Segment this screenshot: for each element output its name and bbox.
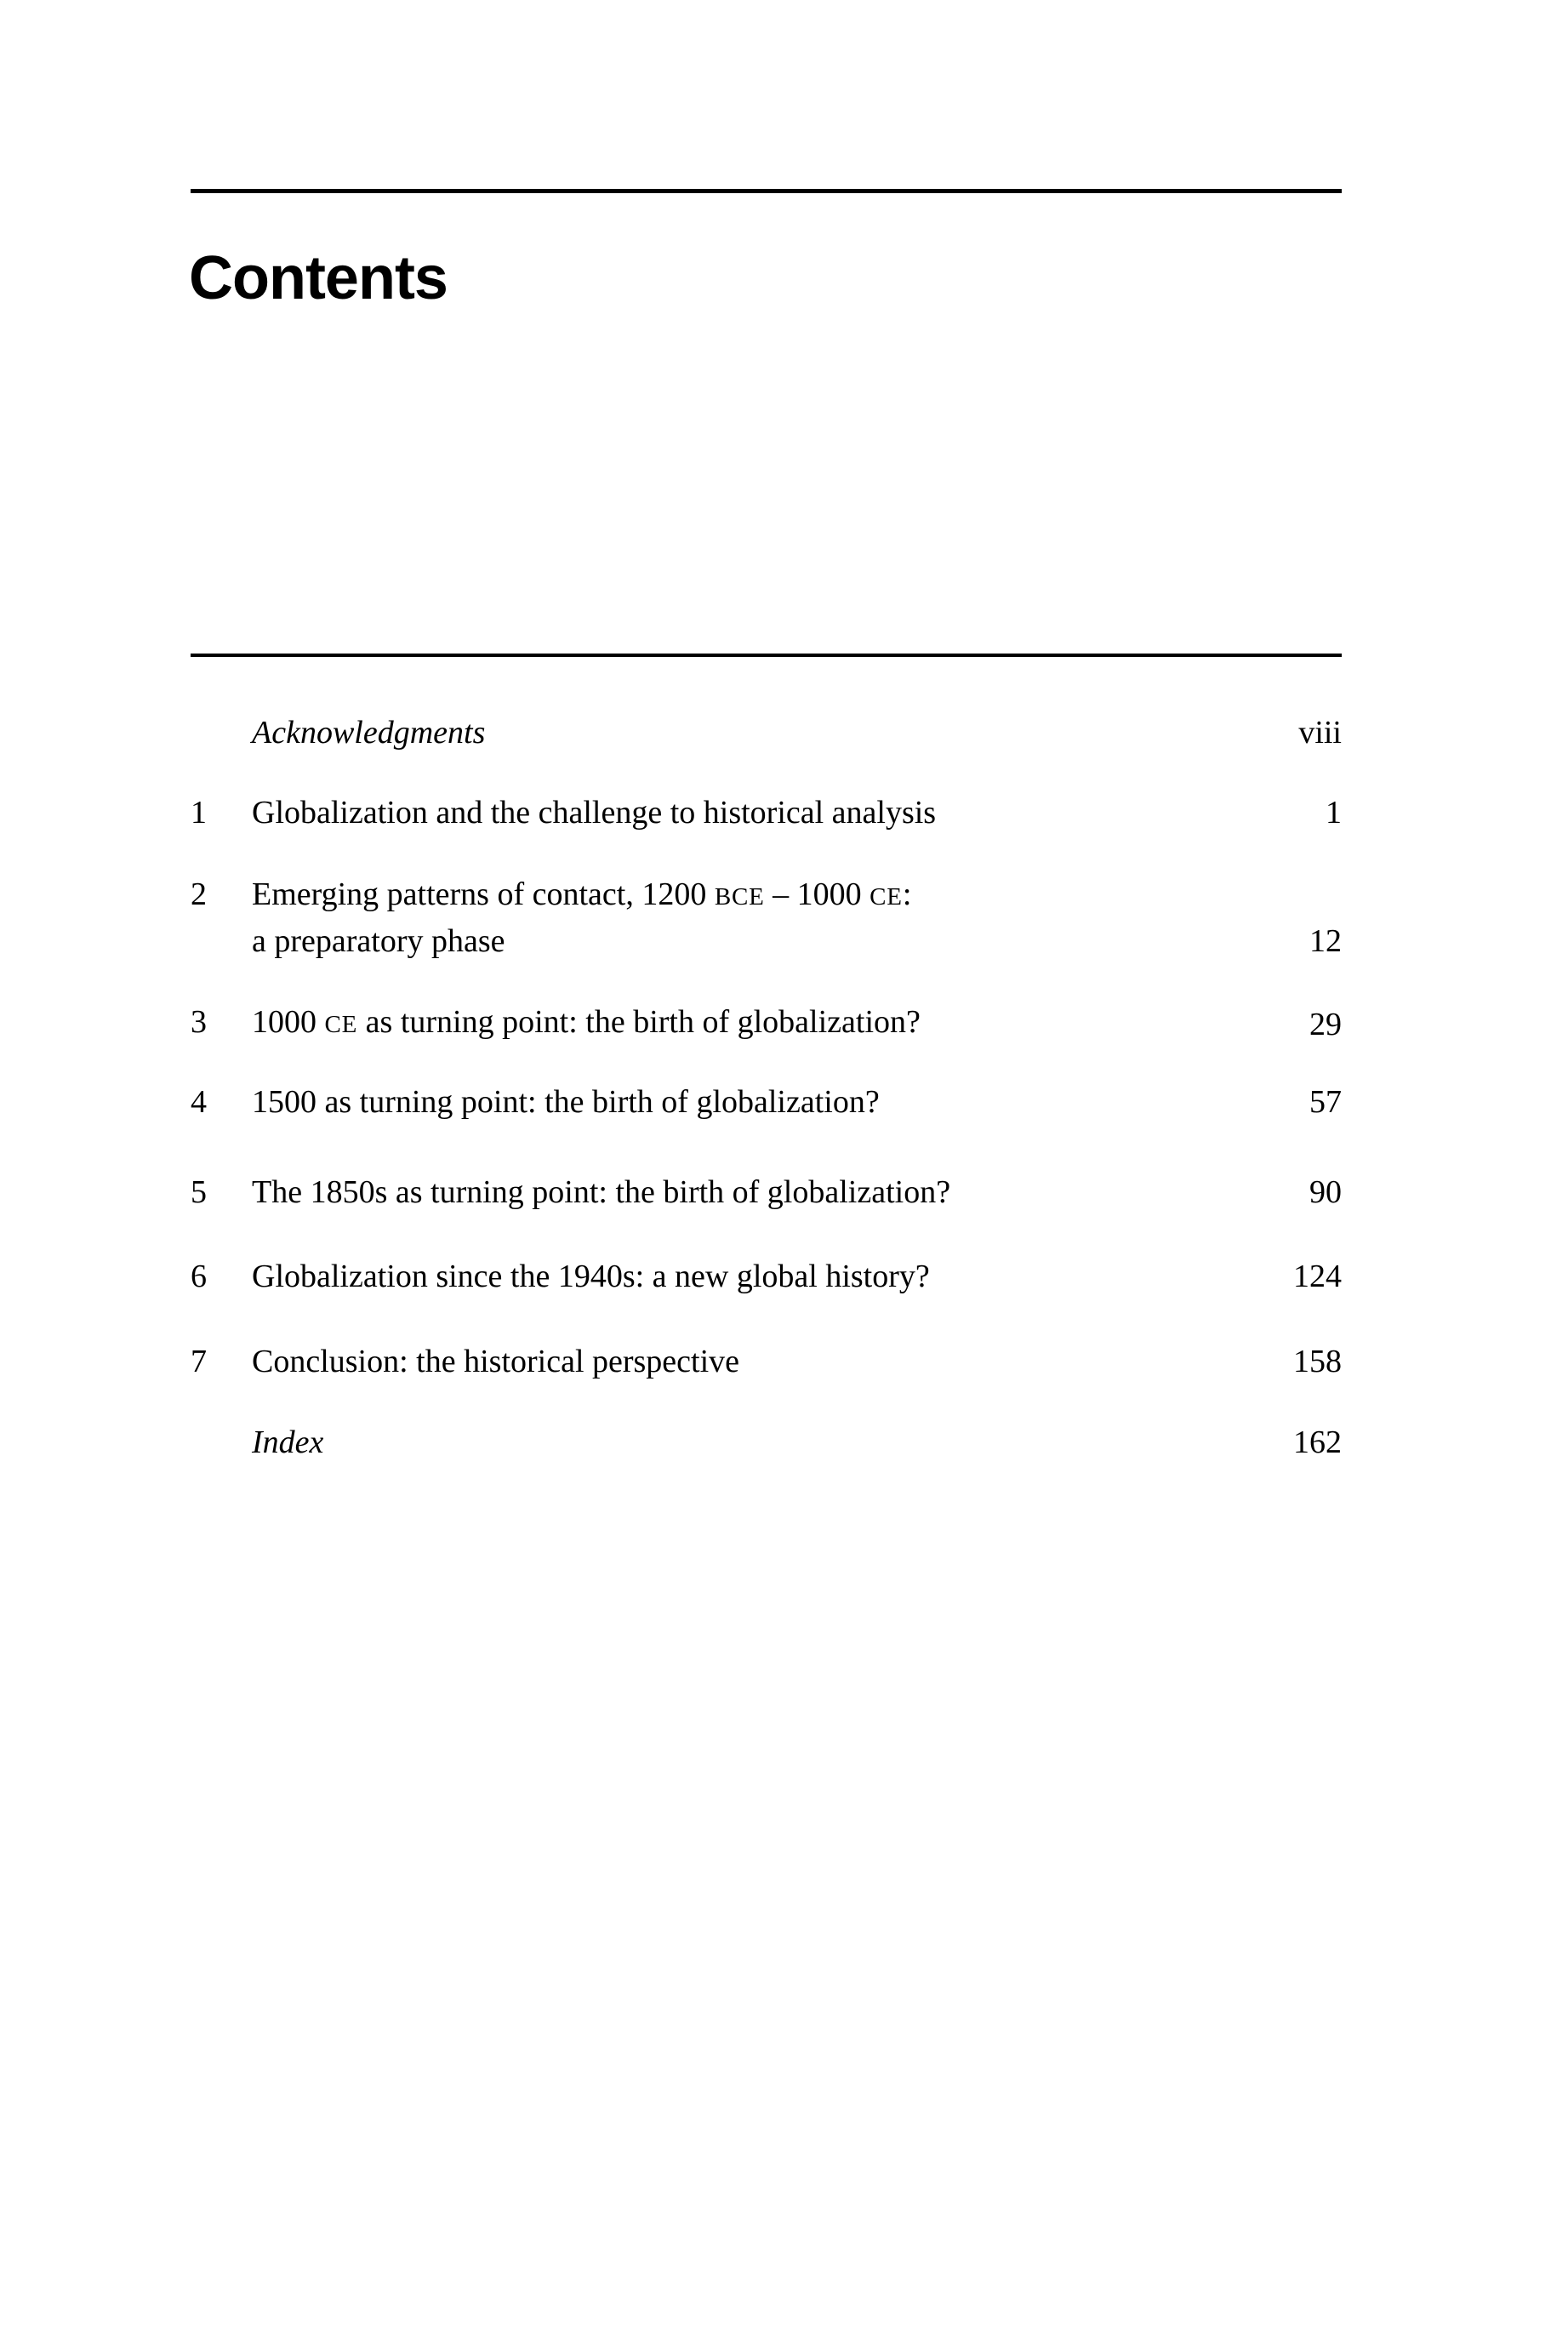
title-text: Conclusion: the historical perspective: [252, 1344, 740, 1379]
era-smallcaps: CE: [870, 883, 903, 911]
title-text: 1000: [252, 1004, 325, 1040]
chapter-title-line: [252, 1339, 1259, 1384]
chapter-number: 4: [191, 1084, 207, 1120]
chapter-number: 5: [191, 1174, 207, 1210]
chapter-title: [252, 1254, 1293, 1299]
title-text: a preparatory phase: [252, 923, 505, 959]
chapter-title-line: [252, 1170, 1275, 1214]
chapter-title-line: [252, 1000, 1275, 1047]
toc-entry: [191, 1170, 1342, 1214]
chapter-number: 1: [191, 795, 207, 831]
chapter-number: 6: [191, 1259, 207, 1294]
toc-entry: [191, 711, 1342, 755]
title-text: Globalization and the challenge to historical analysis: [252, 795, 937, 831]
page-number: 158: [1293, 1344, 1342, 1379]
chapter-title-line: [252, 1254, 1259, 1299]
chapter-title-line: [252, 919, 1275, 963]
chapter-title-line: [252, 872, 1275, 919]
toc-list: [191, 0, 1342, 2352]
page-number: 124: [1293, 1259, 1342, 1294]
title-text: Index: [252, 1424, 324, 1460]
toc-entry: [191, 1420, 1342, 1464]
title-text: – 1000: [764, 876, 870, 912]
era-smallcaps: BCE: [714, 883, 765, 911]
chapter-title: [252, 872, 1309, 963]
page-number: 90: [1309, 1174, 1342, 1210]
page-number: 12: [1309, 923, 1342, 959]
page-number: 57: [1309, 1084, 1342, 1120]
chapter-number: 7: [191, 1344, 207, 1379]
chapter-title-line: [252, 1420, 1259, 1464]
chapter-title-line: [252, 1080, 1275, 1124]
toc-entry: [191, 872, 1342, 963]
chapter-title: [252, 1170, 1309, 1214]
toc-entry: [191, 1080, 1342, 1124]
chapter-title: [252, 1000, 1309, 1047]
chapter-title-line: [252, 711, 1264, 755]
page-number: 1: [1326, 795, 1342, 831]
era-smallcaps: CE: [324, 1011, 358, 1038]
title-text: 1500 as turning point: the birth of globalization?: [252, 1084, 880, 1120]
title-text: Acknowledgments: [252, 715, 486, 751]
page-number: 162: [1293, 1424, 1342, 1460]
title-text: :: [902, 876, 912, 912]
toc-entry: [191, 1254, 1342, 1299]
chapter-title: [252, 1339, 1293, 1384]
toc-entry: [191, 791, 1342, 835]
toc-entry: [191, 1339, 1342, 1384]
page-number: viii: [1298, 715, 1342, 751]
page-number: 29: [1309, 1007, 1342, 1042]
chapter-title: [252, 1080, 1309, 1124]
title-text: Globalization since the 1940s: a new global history?: [252, 1259, 930, 1294]
chapter-number: 2: [191, 876, 207, 912]
chapter-title: [252, 791, 1326, 835]
chapter-number: 3: [191, 1004, 207, 1040]
chapter-title: [252, 1420, 1293, 1464]
page-title: Contents: [189, 244, 448, 312]
chapter-title-line: [252, 791, 1291, 835]
title-text: Emerging patterns of contact, 1200: [252, 876, 715, 912]
toc-entry: [191, 1000, 1342, 1047]
title-text: The 1850s as turning point: the birth of globalization?: [252, 1174, 951, 1210]
title-text: as turning point: the birth of globalization?: [357, 1004, 921, 1040]
chapter-title: [252, 711, 1298, 755]
